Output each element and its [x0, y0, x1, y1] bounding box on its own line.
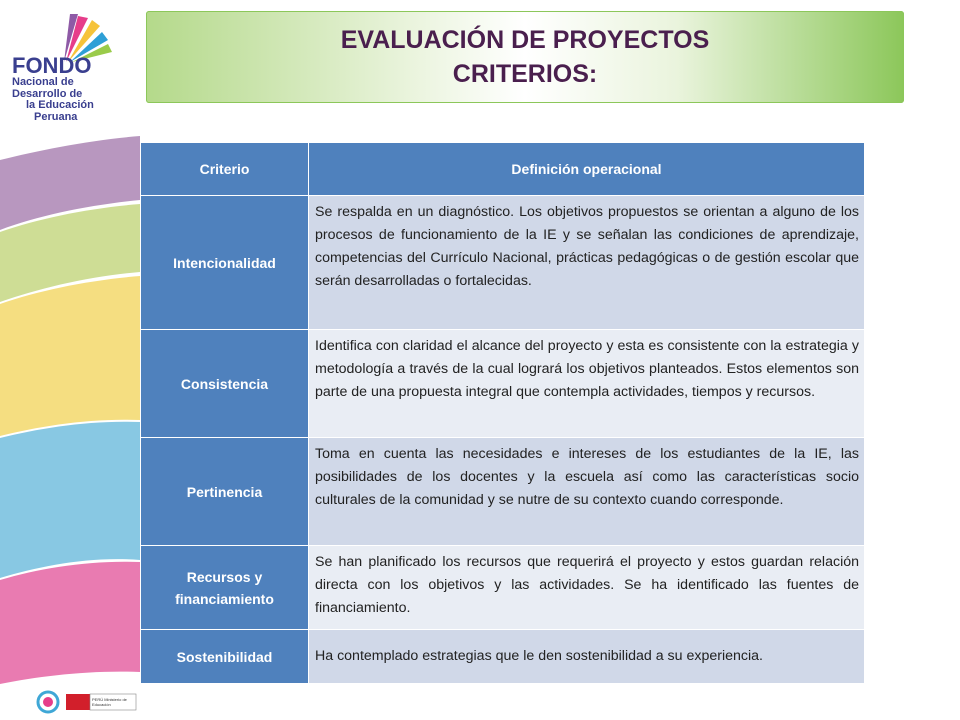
- logo-line-4: Peruana: [34, 110, 78, 123]
- logo-line-3: la Educación: [26, 99, 94, 112]
- definicion-cell: Toma en cuenta las necesidades e intereses de los estudiantes de la IE, las posibilidades de los docentes y la escuela así como las características socio culturales de la comunidad y se nutre de su contexto cuando corresponde.: [309, 438, 865, 546]
- program-seal-icon: [36, 690, 60, 714]
- table-row: [141, 438, 865, 546]
- table-row: [141, 546, 865, 630]
- fondo-logo: [8, 10, 138, 125]
- header-criterio: Criterio: [141, 143, 309, 196]
- logo-word: FONDO: [12, 53, 92, 78]
- criteria-table: [140, 142, 865, 684]
- ministry-logo: [66, 692, 138, 714]
- title-line-1: EVALUACIÓN DE PROYECTOS: [340, 26, 710, 54]
- definicion-cell: Se han planificado los recursos que requerirá el proyecto y estos guardan relación directa con los objetivos y las actividades. Se ha identificado las fuentes de financiamiento.: [309, 546, 865, 630]
- table-row: [141, 330, 865, 438]
- logo-line-1: Nacional de: [12, 76, 74, 89]
- table-row: [141, 630, 865, 684]
- table-header-row: [141, 143, 865, 196]
- criterio-cell: Sostenibilidad: [141, 630, 309, 684]
- header-definicion: Definición operacional: [309, 143, 865, 196]
- definicion-cell: Ha contemplado estrategias que le den sostenibilidad a su experiencia.: [309, 630, 865, 684]
- title-banner: [146, 11, 904, 103]
- ministry-label: PERÚ Ministerio de Educación: [92, 697, 127, 707]
- title-line-2: CRITERIOS:: [452, 60, 598, 88]
- criterio-cell: Pertinencia: [141, 438, 309, 546]
- definicion-cell: Se respalda en un diagnóstico. Los objetivos propuestos se orientan a alguno de los procesos de funcionamiento de la IE y se señalan las condiciones de aprendizaje, competencias del Currículo Nacional, prácticas pedagógicas o de gestión escolar que serán desarrolladas o fortalecidas.: [309, 196, 865, 330]
- table-row: [141, 196, 865, 330]
- logo-line-2: Desarrollo de: [12, 87, 83, 100]
- definicion-cell: Identifica con claridad el alcance del proyecto y esta es consistente con la estrategia y metodología a través de la cual logrará los objetivos planteados. Estos elementos son parte de una propuesta integral que contempla actividades, tiempos y recursos.: [309, 330, 865, 438]
- criterio-cell: Recursos y financiamiento: [141, 546, 309, 630]
- criterio-cell: Consistencia: [141, 330, 309, 438]
- criterio-cell: Intencionalidad: [141, 196, 309, 330]
